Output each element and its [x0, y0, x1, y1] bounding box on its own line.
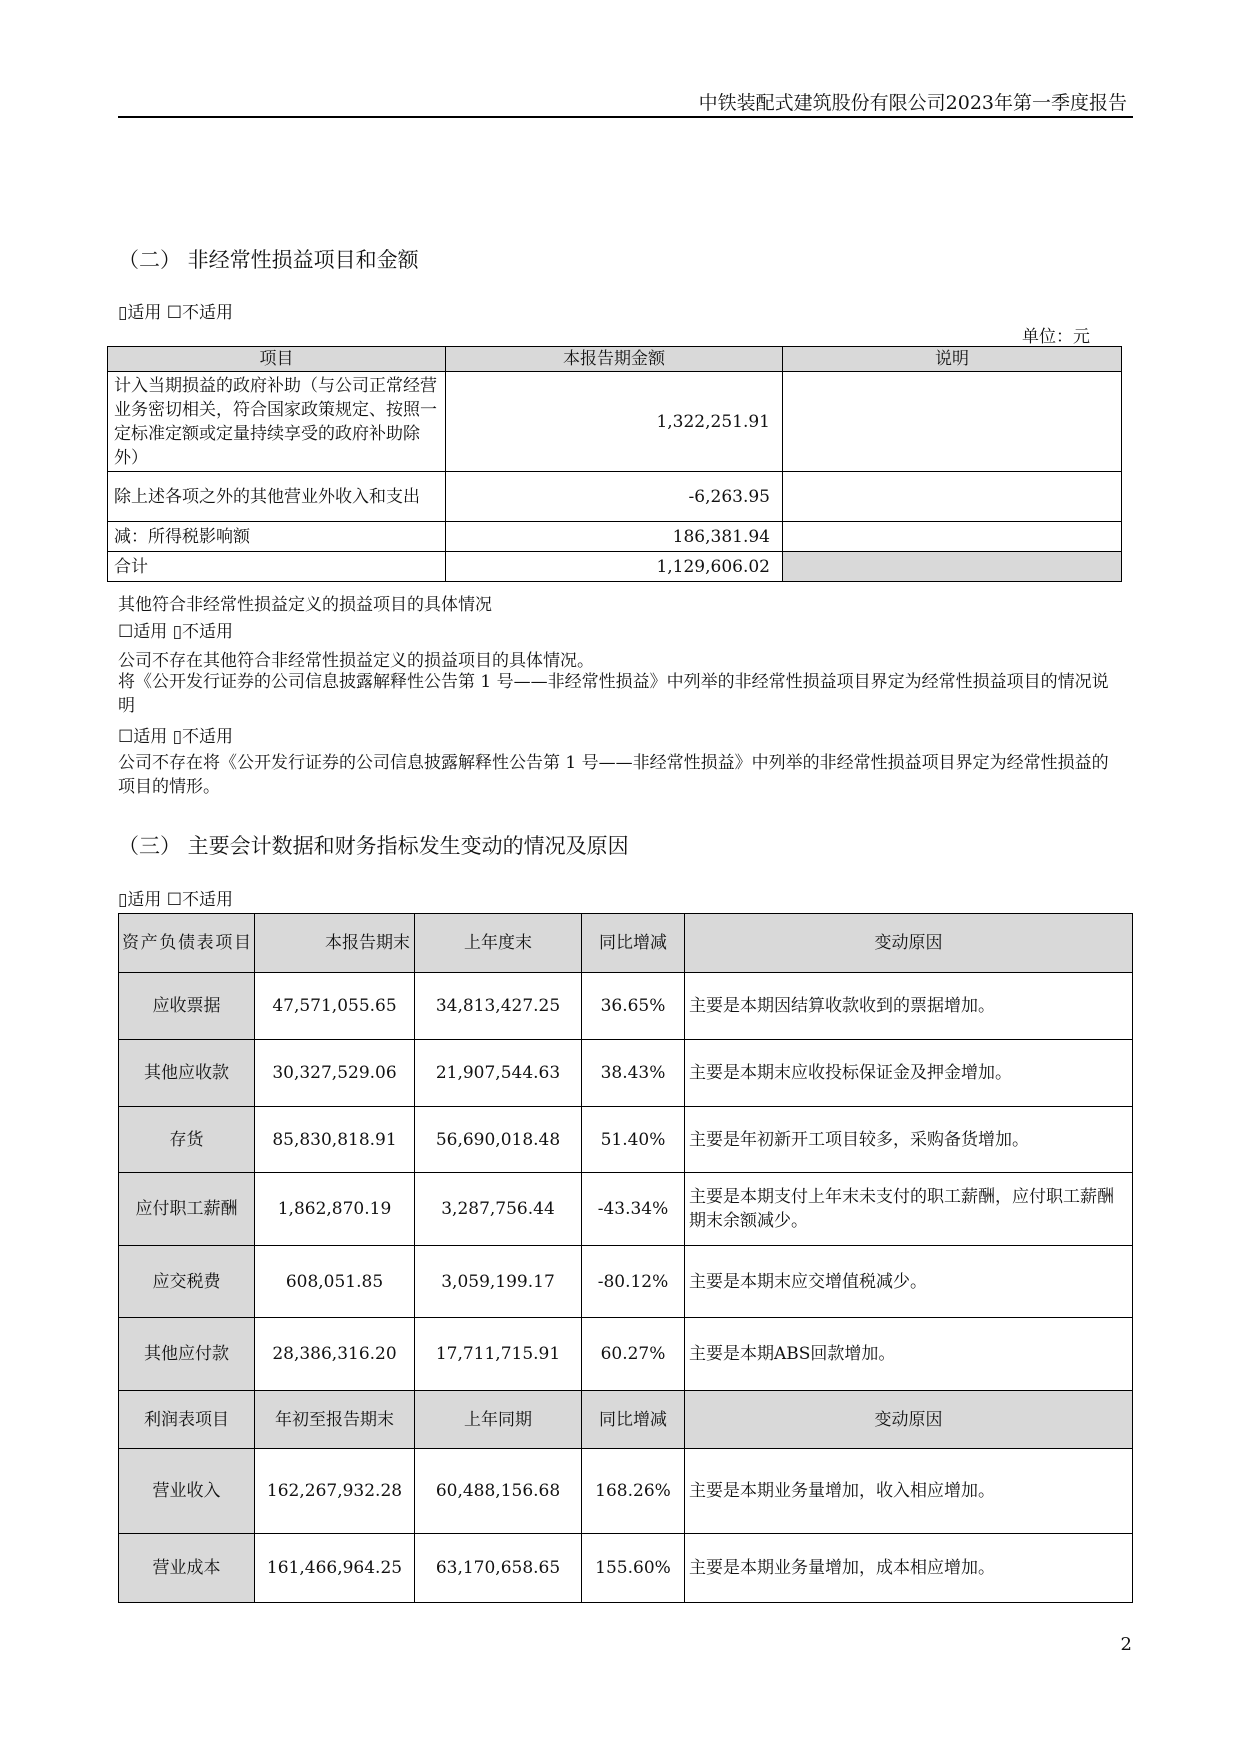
row-item: 应交税费	[119, 1246, 255, 1318]
table-row	[119, 1246, 1133, 1318]
table-row	[119, 1040, 1133, 1107]
row-item: 其他应付款	[119, 1318, 255, 1391]
other-items-text: 公司不存在其他符合非经常性损益定义的损益项目的具体情况。	[118, 651, 594, 671]
row-item: 其他应收款	[119, 1040, 255, 1107]
row-current: 47,571,055.65	[255, 973, 415, 1040]
balance-header-prior-year-end: 上年度末	[415, 914, 582, 973]
row-item: 营业成本	[119, 1534, 255, 1603]
not-applicable-label: 不适用	[182, 622, 234, 642]
row-note	[783, 472, 1122, 522]
row-prior: 56,690,018.48	[415, 1107, 582, 1173]
row-reason: 主要是本期业务量增加，成本相应增加。	[685, 1534, 1133, 1603]
define-label: 将《公开发行证券的公司信息披露解释性公告第 1 号——非经常性损益》中列举的非经常性损益项目界定为经常性损益项目的情况说明	[118, 672, 1109, 716]
row-prior: 3,287,756.44	[415, 1173, 582, 1246]
define-text: 公司不存在将《公开发行证券的公司信息披露解释性公告第 1 号——非经常性损益》中列举的非经常性损益项目界定为经常性损益的项目的情形。	[118, 753, 1109, 797]
header-item: 项目	[108, 347, 446, 372]
row-reason: 主要是年初新开工项目较多，采购备货增加。	[685, 1107, 1133, 1173]
section2-applicability	[118, 298, 233, 323]
applicable-label: 适用	[127, 890, 167, 910]
page-header	[118, 82, 1133, 118]
row-item: 营业收入	[119, 1449, 255, 1534]
row-item: 应付职工薪酬	[119, 1173, 255, 1246]
checkbox-icon[interactable]: ☐	[118, 727, 134, 747]
section3-applicability	[118, 885, 233, 910]
profit-header-ytd: 年初至报告期末	[255, 1391, 415, 1449]
row-reason: 主要是本期末应交增值税减少。	[685, 1246, 1133, 1318]
row-current: 608,051.85	[255, 1246, 415, 1318]
profit-header-item: 利润表项目	[119, 1391, 255, 1449]
profit-header-reason: 变动原因	[685, 1391, 1133, 1449]
row-change: -80.12%	[582, 1246, 685, 1318]
row-current: 30,327,529.06	[255, 1040, 415, 1107]
table-row	[108, 522, 1122, 552]
row-item: 存货	[119, 1107, 255, 1173]
not-applicable-label: 不适用	[182, 890, 234, 910]
header-note: 说明	[783, 347, 1122, 372]
checked-box-icon[interactable]: ▯	[118, 890, 128, 910]
row-current: 1,862,870.19	[255, 1173, 415, 1246]
row-change: 38.43%	[582, 1040, 685, 1107]
row-item: 应收票据	[119, 973, 255, 1040]
row-amount: 186,381.94	[446, 522, 783, 552]
checkbox-icon[interactable]: ☐	[118, 622, 134, 642]
row-prior: 60,488,156.68	[415, 1449, 582, 1534]
applicable-label: 适用	[133, 727, 173, 747]
row-item: 计入当期损益的政府补助（与公司正常经营业务密切相关，符合国家政策规定、按照一定标准定额或定量持续享受的政府补助除外）	[108, 372, 446, 472]
row-current: 85,830,818.91	[255, 1107, 415, 1173]
row-reason: 主要是本期因结算收款收到的票据增加。	[685, 973, 1133, 1040]
profit-header-row	[119, 1391, 1133, 1449]
row-reason: 主要是本期ABS回款增加。	[685, 1318, 1133, 1391]
balance-header-change: 同比增减	[582, 914, 685, 973]
checkbox-icon[interactable]: ☐	[166, 303, 183, 323]
table-row	[119, 1107, 1133, 1173]
changes-table	[118, 913, 1133, 1603]
section3-title: （三） 主要会计数据和财务指标发生变动的情况及原因	[118, 834, 629, 858]
row-reason: 主要是本期末应收投标保证金及押金增加。	[685, 1040, 1133, 1107]
row-note	[783, 372, 1122, 472]
balance-header-row	[119, 914, 1133, 973]
unit-label: 单位：元	[1022, 327, 1090, 347]
not-applicable-label: 不适用	[182, 727, 234, 747]
row-change: 155.60%	[582, 1534, 685, 1603]
row-item: 除上述各项之外的其他营业外收入和支出	[108, 472, 446, 522]
row-change: 168.26%	[582, 1449, 685, 1534]
row-prior: 34,813,427.25	[415, 973, 582, 1040]
table-row	[119, 1173, 1133, 1246]
applicable-label: 适用	[133, 622, 173, 642]
table-row	[119, 1534, 1133, 1603]
row-current: 28,386,316.20	[255, 1318, 415, 1391]
balance-header-reason: 变动原因	[685, 914, 1133, 973]
table-row	[108, 372, 1122, 472]
profit-header-change: 同比增减	[582, 1391, 685, 1449]
table-row	[119, 973, 1133, 1040]
row-amount: 1,129,606.02	[446, 552, 783, 582]
table-header	[108, 347, 1122, 372]
row-change: 36.65%	[582, 973, 685, 1040]
checked-box-icon[interactable]: ▯	[172, 622, 183, 642]
row-item: 合计	[108, 552, 446, 582]
balance-header-period-end: 本报告期末	[255, 914, 415, 973]
non-recurring-table	[107, 346, 1122, 582]
balance-header-item: 资产负债表项目	[119, 914, 255, 973]
row-item: 减：所得税影响额	[108, 522, 446, 552]
other-items-applicability	[118, 617, 233, 642]
table-row-total	[108, 552, 1122, 582]
row-prior: 63,170,658.65	[415, 1534, 582, 1603]
row-current: 161,466,964.25	[255, 1534, 415, 1603]
checked-box-icon[interactable]: ▯	[118, 303, 128, 323]
table-row	[108, 472, 1122, 522]
row-prior: 17,711,715.91	[415, 1318, 582, 1391]
applicable-label: 适用	[127, 303, 167, 323]
row-amount: 1,322,251.91	[446, 372, 783, 472]
row-note	[783, 522, 1122, 552]
row-change: -43.34%	[582, 1173, 685, 1246]
row-current: 162,267,932.28	[255, 1449, 415, 1534]
row-reason: 主要是本期支付上年末未支付的职工薪酬，应付职工薪酬期末余额减少。	[685, 1173, 1133, 1246]
checked-box-icon[interactable]: ▯	[172, 727, 183, 747]
other-items-label: 其他符合非经常性损益定义的损益项目的具体情况	[118, 595, 492, 615]
row-change: 51.40%	[582, 1107, 685, 1173]
define-applicability	[118, 722, 233, 747]
profit-header-prior-period: 上年同期	[415, 1391, 582, 1449]
table-row	[119, 1449, 1133, 1534]
header-amount: 本报告期金额	[446, 347, 783, 372]
checkbox-icon[interactable]: ☐	[166, 890, 183, 910]
row-prior: 3,059,199.17	[415, 1246, 582, 1318]
row-note	[783, 552, 1122, 582]
not-applicable-label: 不适用	[182, 303, 234, 323]
row-change: 60.27%	[582, 1318, 685, 1391]
row-amount: -6,263.95	[446, 472, 783, 522]
table-row	[119, 1318, 1133, 1391]
page-number: 2	[1120, 1634, 1132, 1655]
row-prior: 21,907,544.63	[415, 1040, 582, 1107]
section2-title: （二） 非经常性损益项目和金额	[118, 248, 419, 272]
report-title: 中铁装配式建筑股份有限公司2023年第一季度报告	[698, 92, 1127, 114]
row-reason: 主要是本期业务量增加，收入相应增加。	[685, 1449, 1133, 1534]
